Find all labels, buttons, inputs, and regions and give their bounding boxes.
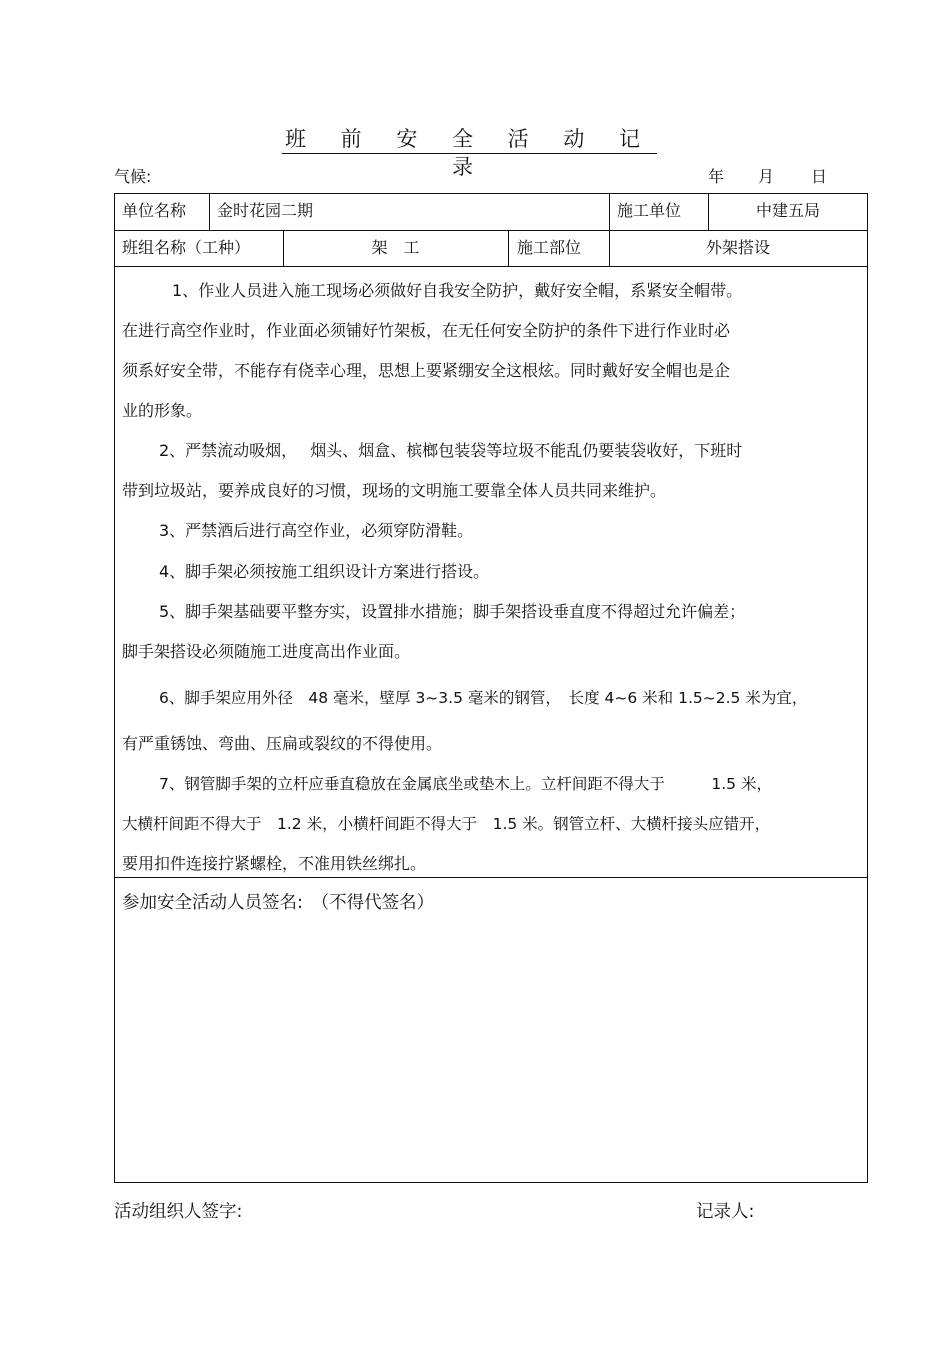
unit-name-label: 单位名称: [122, 201, 187, 220]
page-title: 班 前 安 全 活 动 记 录: [282, 125, 657, 154]
construction-unit-label: 施工单位: [617, 201, 682, 220]
paragraph-line: 带到垃圾站，要养成良好的习惯，现场的文明施工要靠全体人员共同来维护。: [122, 481, 667, 500]
paragraph-line: 脚手架搭设必须随施工进度高出作业面。: [122, 642, 411, 661]
column-divider: [209, 194, 210, 230]
paragraph-line: 大横杆间距不得大于 1.2 米，小横杆间距不得大于 1.5 米。钢管立杆、大横杆接头应错开，: [122, 815, 771, 833]
paragraph-line: 在进行高空作业时，作业面必须铺好竹架板，在无任何安全防护的条件下进行作业时必: [122, 321, 731, 340]
date-line: [708, 166, 827, 188]
paragraph-line: 6、脚手架应用外径 48 毫米，壁厚 3~3.5 毫米的钢管， 长度 4~6 米和 1.5~2.5 米为宜，: [159, 689, 808, 707]
unit-name-value: 金时花园二期: [217, 201, 314, 220]
signature-area[interactable]: [115, 924, 867, 1179]
paragraph-line: 2、严禁流动吸烟， 烟头、烟盒、槟榔包装袋等垃圾不能乱仍要装袋收好，下班时: [159, 441, 743, 460]
paragraph-line: 5、脚手架基础要平整夯实，设置排水措施；脚手架搭设垂直度不得超过允许偏差；: [159, 602, 746, 621]
construction-unit-value: 中建五局: [755, 201, 820, 220]
recorder-label: 记录人:: [696, 1202, 755, 1222]
date-month: 月: [758, 167, 775, 186]
weather-label: 气候:: [114, 167, 152, 186]
column-divider: [609, 194, 610, 230]
date-day: 日: [811, 167, 828, 186]
paragraph-line: 4、脚手架必须按施工组织设计方案进行搭设。: [159, 562, 490, 581]
position-value: 外架搭设: [705, 238, 770, 257]
column-divider: [508, 230, 509, 266]
row-divider: [115, 266, 867, 267]
paragraph-line: 有严重锈蚀、弯曲、压扁或裂纹的不得使用。: [122, 734, 443, 753]
team-value: 架 工: [371, 238, 420, 257]
paragraph-line: 要用扣件连接拧紧螺栓，不准用铁丝绑扎。: [122, 854, 427, 873]
paragraph-line: 业的形象。: [122, 401, 203, 420]
row-divider: [115, 230, 867, 231]
paragraph-line: 须系好安全带，不能存有侥幸心理，思想上要紧绷安全这根炫。同时戴好安全帽也是企: [122, 361, 731, 380]
signature-heading: 参加安全活动人员签名: （不得代签名）: [122, 893, 435, 913]
row-divider: [115, 877, 867, 878]
position-label: 施工部位: [517, 238, 582, 257]
paragraph-line: 3、严禁酒后进行高空作业，必须穿防滑鞋。: [159, 521, 474, 540]
paragraph-line: 7、钢管脚手架的立杆应垂直稳放在金属底坐或垫木上。立杆间距不得大于 1.5 米，: [159, 775, 772, 793]
date-year: 年: [708, 167, 725, 186]
organizer-signature-label: 活动组织人签字:: [114, 1202, 243, 1222]
team-label: 班组名称（工种）: [122, 238, 251, 257]
paragraph-line: 1、作业人员进入施工现场必须做好自我安全防护，戴好安全帽，系紧安全帽带。: [172, 281, 743, 300]
record-table: [114, 193, 868, 1183]
